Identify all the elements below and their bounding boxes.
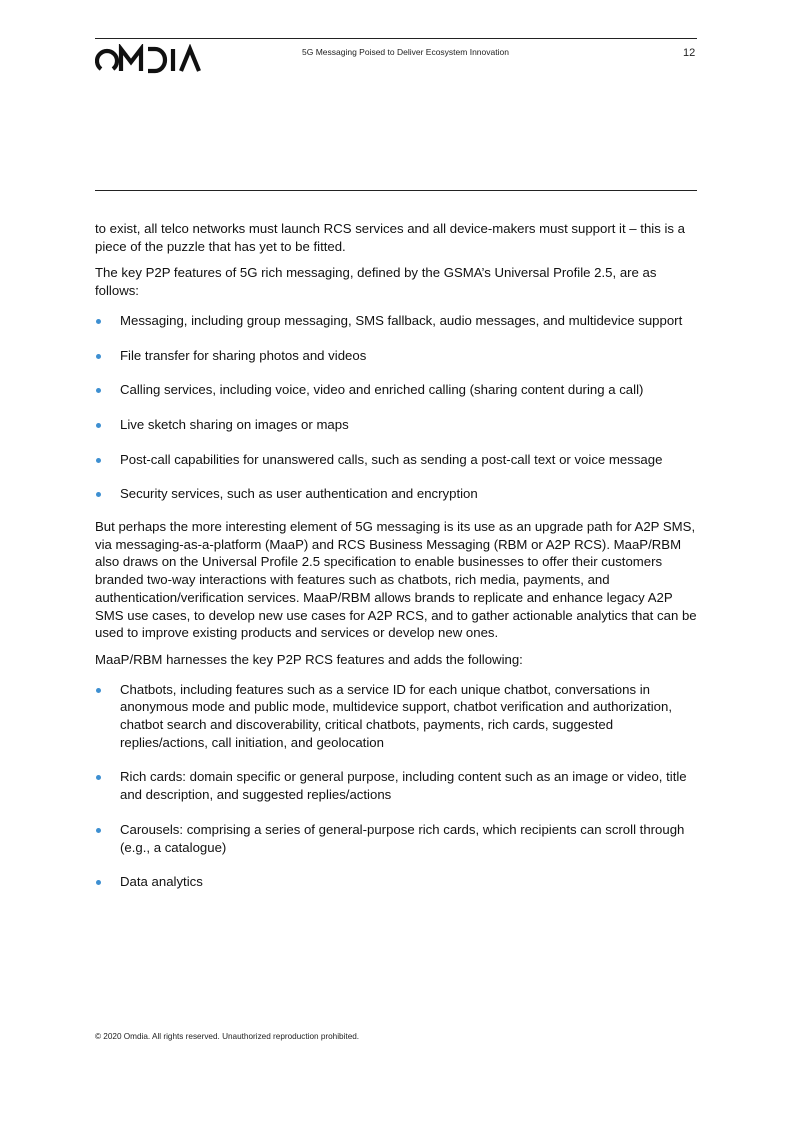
list-item: Rich cards: domain specific or general purpose, including content such as an image or video, title and description, and suggested replies/actions: [95, 768, 697, 803]
bullet-icon: [96, 880, 101, 885]
header-title: 5G Messaging Poised to Deliver Ecosystem Innovation: [302, 47, 509, 57]
list-item: Messaging, including group messaging, SMS fallback, audio messages, and multidevice support: [95, 312, 697, 330]
header-top-rule: [95, 38, 697, 39]
paragraph-maap-rbm: But perhaps the more interesting element of 5G messaging is its use as an upgrade path for A2P SMS, via messaging-as-a-platform (MaaP) and RCS Business Messaging (RBM or A2P RCS). MaaP/RBM also draws on the Universal Profile 2.5 specification to enable businesses to offer their customers branded two-way interactions with features such as chatbots, rich media, payments, and authentication/verification services. MaaP/RBM allows brands to replicate and enhance legacy A2P SMS use cases, to develop new use cases for A2P RCS, and to gather actionable analytics that can be used to improve existing products and services or develop new ones.: [95, 519, 697, 641]
bullet-icon: [96, 458, 101, 463]
omdia-logo-icon: [95, 44, 203, 74]
bullet-icon: [96, 492, 101, 497]
maap-feature-list: [95, 681, 697, 891]
bullet-icon: [96, 775, 101, 780]
bullet-icon: [96, 319, 101, 324]
omdia-logo: [95, 44, 203, 74]
list-item: Calling services, including voice, video and enriched calling (sharing content during a call): [95, 381, 697, 399]
list-item: Chatbots, including features such as a service ID for each unique chatbot, conversations in anonymous mode and public mode, multidevice support, chatbot verification and authorization, chatbot search and discoverability, critical chatbots, payments, rich cards, suggested replies/actions, call initiation, and geolocation: [95, 681, 697, 752]
list-item: File transfer for sharing photos and videos: [95, 347, 697, 365]
list-item: Carousels: comprising a series of general-purpose rich cards, which recipients can scroll through (e.g., a catalogue): [95, 821, 697, 856]
bullet-icon: [96, 688, 101, 693]
paragraph-continuation: to exist, all telco networks must launch RCS services and all device-makers must support it – this is a piece of the puzzle that has yet to be fitted.: [95, 221, 686, 254]
bullet-icon: [96, 388, 101, 393]
p2p-feature-list: [95, 312, 697, 503]
bullet-icon: [96, 354, 101, 359]
list-item: Live sketch sharing on images or maps: [95, 416, 697, 434]
paragraph-p2p-intro: The key P2P features of 5G rich messaging, defined by the GSMA’s Universal Profile 2.5, are as follows:: [95, 265, 657, 299]
bullet-icon: [96, 423, 101, 428]
paragraph-maap-intro: MaaP/RBM harnesses the key P2P RCS features and adds the following:: [95, 651, 523, 667]
footer-copyright: © 2020 Omdia. All rights reserved. Unauthorized reproduction prohibited.: [95, 1032, 360, 1041]
header-bottom-rule: [95, 190, 697, 191]
list-item: Security services, such as user authentication and encryption: [95, 485, 697, 503]
main-content: [95, 220, 697, 906]
page-number: 12: [683, 47, 696, 59]
list-item: Data analytics: [95, 873, 697, 891]
bullet-icon: [96, 828, 101, 833]
list-item: Post-call capabilities for unanswered calls, such as sending a post-call text or voice message: [95, 451, 697, 469]
